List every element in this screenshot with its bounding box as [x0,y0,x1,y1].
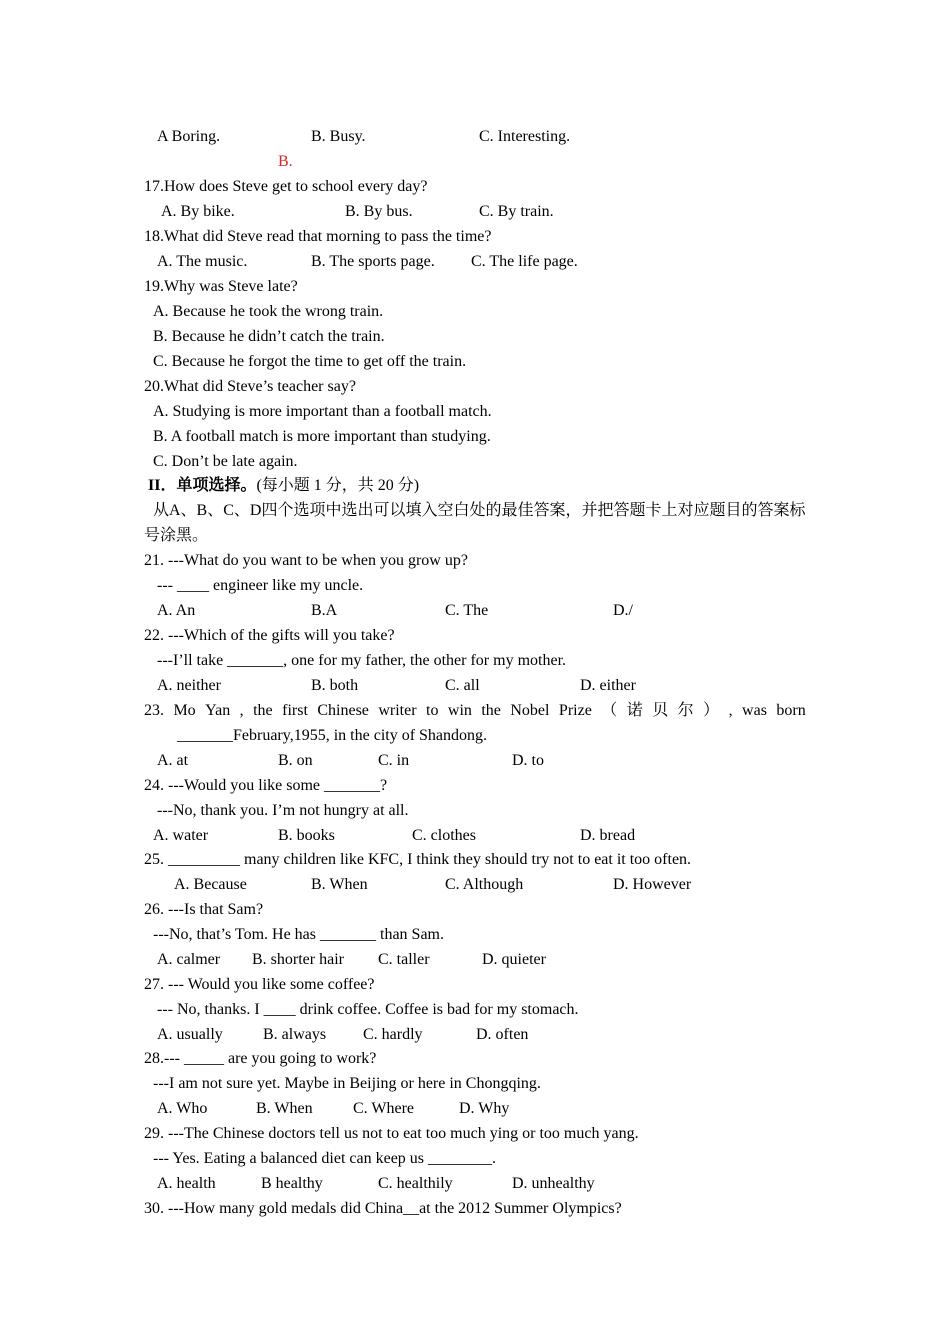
q27-line2: --- No, thanks. I ____ drink coffee. Coffee is bad for my stomach. [157,1001,579,1018]
q25-option-d: D. However [613,876,692,893]
q21-option-c: C. The [445,602,489,619]
q23-word: to [426,702,439,719]
q23-word: Mo [173,702,196,719]
q27-option-a: A. usually [157,1026,223,1043]
q26-option-b: B. shorter hair [252,951,344,968]
q23-word: ） [703,702,720,719]
q29-option-c: C. healthily [378,1175,453,1192]
q24-option-d: D. bread [580,827,636,844]
q26-line2: ---No, that’s Tom. He has _______ than Sam. [153,926,444,943]
q23-word: Nobel [510,702,550,719]
q22-option-b: B. both [311,677,359,694]
q21-line1: 21. ---What do you want to be when you grow up? [144,552,468,569]
q23-word: 23. [144,702,164,719]
q19-option-c: C. Because he forgot the time to get off the train. [153,353,467,370]
q20-question: 20.What did Steve’s teacher say? [144,378,356,395]
section-heading-note: (每小题 1 分，共 20 分) [256,477,420,494]
q21-option-a: A. An [157,602,196,619]
q28-option-c: C. Where [353,1100,415,1117]
q24-line2: ---No, thank you. I’m not hungry at all. [157,802,409,819]
section-heading [148,476,419,496]
q26-line1: 26. ---Is that Sam? [144,901,264,918]
q20-option-b: B. A football match is more important than studying. [153,428,491,445]
q24-line1: 24. ---Would you like some _______? [144,777,388,794]
q23-word: win [447,702,472,719]
q23-line2: _______February,1955, in the city of Shandong. [177,727,488,744]
q23-word: writer [378,702,417,719]
q27-option-b: B. always [263,1026,327,1043]
q29-line2: --- Yes. Eating a balanced diet can keep us ________. [153,1150,497,1167]
section-heading-title: II．单项选择。 [148,477,257,494]
q23-word: the [253,702,273,719]
q17-option-a: A. By bike. [161,203,235,220]
q23-option-c: C. in [378,752,410,769]
q27-option-c: C. hardly [363,1026,423,1043]
q16-option-b: B. Busy. [311,128,366,145]
section-instruction-line2: 号涂黑。 [144,527,209,544]
q21-line2: --- ____ engineer like my uncle. [157,577,364,594]
q24-option-b: B. books [278,827,335,844]
q25-option-b: B. When [311,876,368,893]
q23-word: 尔 [677,702,694,719]
q18-option-b: B. The sports page. [311,253,435,270]
q23-word: was [742,702,767,719]
q28-option-a: A. Who [157,1100,208,1117]
q26-option-c: C. taller [378,951,430,968]
q26-option-a: A. calmer [157,951,221,968]
q25-option-c: C. Although [445,876,524,893]
q28-option-d: D. Why [459,1100,510,1117]
q20-option-a: A. Studying is more important than a football match. [153,403,492,420]
section-instruction-line1: 从A、B、C、D四个选项中选出可以填入空白处的最佳答案，并把答题卡上对应题目的答案标 [153,502,806,519]
q19-option-a: A. Because he took the wrong train. [153,303,384,320]
q23-word: Chinese [317,702,369,719]
q23-word: , [239,702,244,719]
q19-question: 19.Why was Steve late? [144,278,298,295]
q22-option-a: A. neither [157,677,221,694]
q19-option-b: B. Because he didn’t catch the train. [153,328,385,345]
q17-option-b: B. By bus. [345,203,413,220]
q27-line1: 27. --- Would you like some coffee? [144,976,375,993]
q23-word: Prize [558,702,592,719]
q28-line2: ---I am not sure yet. Maybe in Beijing or here in Chongqing. [153,1075,541,1092]
q16-option-a: A Boring. [157,128,221,145]
q23-word: born [776,702,806,719]
q27-option-d: D. often [476,1026,529,1043]
q18-option-c: C. The life page. [471,253,578,270]
q20-option-c: C. Don’t be late again. [153,453,298,470]
q22-line2: ---I’ll take _______, one for my father, the other for my mother. [157,652,567,669]
q23-word: Yan [205,702,231,719]
q21-option-b: B.A [311,602,338,619]
q29-option-b: B healthy [261,1175,323,1192]
q22-option-c: C. all [445,677,480,694]
q29-option-a: A. health [157,1175,216,1192]
q23-word: the [481,702,501,719]
q16-answer: B. [278,153,293,170]
q21-option-d: D./ [613,602,633,619]
q16-option-c: C. Interesting. [479,128,571,145]
q18-question: 18.What did Steve read that morning to pass the time? [144,228,492,245]
q28-line1: 28.--- _____ are you going to work? [144,1050,377,1067]
q23-word: , [728,702,733,719]
q25-option-a: A. Because [174,876,247,893]
q23-word: 诺 [626,702,643,719]
q23-word: （ [601,702,618,719]
q26-option-d: D. quieter [482,951,546,968]
q17-option-c: C. By train. [479,203,554,220]
q23-word: first [282,702,308,719]
q23-option-a: A. at [157,752,189,769]
q23-line1 [144,701,806,721]
q28-option-b: B. When [256,1100,313,1117]
q24-option-a: A. water [153,827,209,844]
q23-option-b: B. on [278,752,313,769]
q17-question: 17.How does Steve get to school every day? [144,178,428,195]
q24-option-c: C. clothes [412,827,476,844]
q18-option-a: A. The music. [157,253,248,270]
q23-option-d: D. to [512,752,544,769]
q29-option-d: D. unhealthy [512,1175,595,1192]
q23-word: 贝 [652,702,669,719]
q22-option-d: D. either [580,677,636,694]
q29-line1: 29. ---The Chinese doctors tell us not to eat too much ying or too much yang. [144,1125,639,1142]
q25-line1: 25. _________ many children like KFC, I think they should try not to eat it too often. [144,851,692,868]
q22-line1: 22. ---Which of the gifts will you take? [144,627,395,644]
q30-line1: 30. ---How many gold medals did China__at the 2012 Summer Olympics? [144,1200,622,1217]
